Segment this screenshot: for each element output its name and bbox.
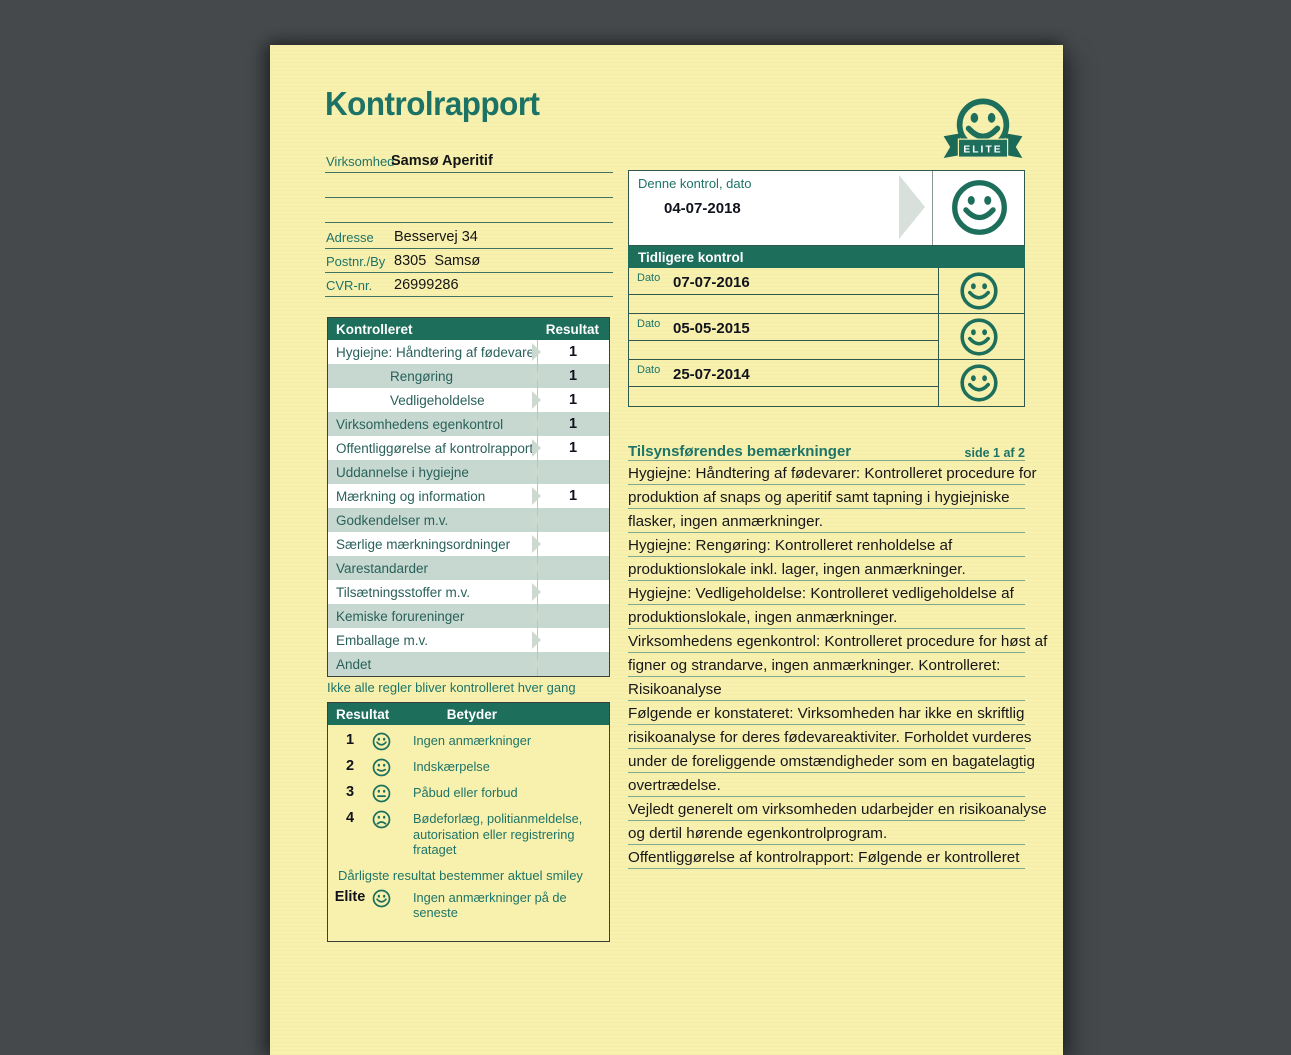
remark-line: flasker, ingen anmærkninger.	[628, 509, 1025, 533]
virksomhed-label: Virksomhed	[326, 154, 395, 169]
row-label: Virksomhedens egenkontrol	[336, 416, 504, 432]
remarks-header	[628, 443, 1025, 461]
chevron-right-icon	[532, 583, 541, 601]
remark-line: risikoanalyse for deres fødevareaktiviter. Forholdet vurderes	[628, 725, 1025, 749]
row-label: Offentliggørelse af kontrolrapport	[336, 440, 534, 456]
row-label: Andet	[336, 656, 372, 672]
legend-value: 3	[345, 784, 355, 800]
previous-control-date: 05-05-2015	[673, 320, 750, 337]
remark-line: Virksomhedens egenkontrol: Kontrolleret procedure for høst af	[628, 629, 1025, 653]
smiley-happy-icon	[959, 271, 999, 311]
chevron-right-icon	[532, 607, 541, 625]
result-column-divider	[537, 508, 609, 532]
row-label: Godkendelser m.v.	[336, 512, 449, 528]
remark-line: Hygiejne: Vedligeholdelse: Kontrolleret vedligeholdelse af	[628, 581, 1025, 605]
smiley-cell-divider	[938, 268, 939, 313]
chevron-right-icon	[532, 535, 541, 553]
legend-text: Påbud eller forbud	[413, 785, 518, 800]
table-row	[328, 388, 609, 412]
remark-line: produktionslokale, ingen anmærkninger.	[628, 605, 1025, 629]
smiley-happy-icon	[372, 889, 391, 908]
chevron-right-icon	[532, 343, 541, 361]
smiley-cell-divider	[938, 314, 939, 359]
field-adresse	[325, 225, 613, 249]
adresse-label: Adresse	[326, 230, 374, 245]
row-label: Emballage m.v.	[336, 632, 429, 648]
table-row	[328, 460, 609, 484]
elite-smiley-badge	[942, 95, 1024, 171]
smiley-slight-icon	[372, 758, 391, 777]
previous-control-date: 25-07-2014	[673, 366, 750, 383]
kontrolrapport-document	[270, 45, 1063, 1055]
remark-line: Følgende er konstateret: Virksomheden har ikke en skriftlig	[628, 701, 1025, 725]
table-row	[328, 436, 609, 460]
col-resultat: Resultat	[545, 321, 599, 337]
page-indicator: side 1 af 2	[964, 446, 1025, 460]
smiley-happy-icon	[959, 317, 999, 357]
dato-label: Dato	[637, 318, 661, 330]
chevron-right-icon	[532, 439, 541, 457]
page-title: Kontrolrapport	[325, 85, 540, 122]
row-rule	[629, 386, 938, 387]
smiley-neutral-icon	[372, 784, 391, 803]
remarks-title: Tilsynsførendes bemærkninger	[628, 443, 852, 460]
legend-value: 2	[345, 758, 355, 774]
smiley-happy-icon	[959, 363, 999, 403]
remark-line: og dertil hørende egenkontrolprogram.	[628, 821, 1025, 845]
legend-note: Dårligste resultat bestemmer aktuel smiley	[338, 867, 583, 883]
table-row	[328, 604, 609, 628]
smiley-sad-icon	[372, 810, 391, 829]
table-row	[328, 556, 609, 580]
row-result: 1	[568, 368, 578, 384]
kontrolleret-table	[327, 317, 610, 677]
row-label: Uddannelse i hygiejne	[336, 464, 469, 480]
row-rule	[629, 294, 938, 295]
cvr-label: CVR-nr.	[326, 278, 373, 293]
previous-control-row	[629, 360, 1024, 406]
current-control-date: 04-07-2018	[664, 200, 741, 217]
field-empty-line	[325, 199, 613, 223]
row-result: 1	[568, 488, 578, 504]
remark-line: produktion af snaps og aperitif samt tapning i hygiejniske	[628, 485, 1025, 509]
row-label: Varestandarder	[336, 560, 429, 576]
previous-controls-list	[628, 268, 1025, 407]
result-column-divider	[537, 460, 609, 484]
chevron-right-icon	[532, 463, 541, 481]
remark-line: overtrædelse.	[628, 773, 1025, 797]
table-row	[328, 484, 609, 508]
elite-badge-icon	[942, 95, 1024, 171]
inspector-remarks	[628, 443, 1048, 869]
field-cvr	[325, 273, 613, 297]
remark-line: Vejledt generelt om virksomheden udarbejder en risikoanalyse	[628, 797, 1025, 821]
elite-badge-label: ELITE	[963, 144, 1003, 156]
dato-label: Dato	[637, 272, 661, 284]
chevron-right-icon	[532, 415, 541, 433]
chevron-right-icon	[532, 487, 541, 505]
row-result: 1	[568, 344, 578, 360]
table-row	[328, 340, 609, 364]
row-rule	[629, 340, 938, 341]
legend-col-betyder: Betyder	[446, 706, 497, 722]
elite-text: Ingen anmærkninger på de seneste	[413, 889, 567, 921]
table-row	[328, 628, 609, 652]
smiley-happy-icon	[372, 732, 391, 751]
table-row	[328, 364, 609, 388]
legend-header	[328, 703, 609, 725]
field-postnr	[325, 249, 613, 273]
remark-line: Hygiejne: Rengøring: Kontrolleret renholdelse af	[628, 533, 1025, 557]
chevron-right-icon	[532, 559, 541, 577]
table-row	[328, 532, 609, 556]
field-virksomhed	[325, 149, 613, 173]
chevron-right-icon	[532, 655, 541, 673]
cvr-value: 26999286	[394, 277, 459, 293]
legend-text: Indskærpelse	[413, 759, 490, 774]
previous-controls-header: Tidligere kontrol	[628, 246, 1025, 268]
smiley-cell-divider	[938, 360, 939, 406]
postnr-value: 8305 Samsø	[394, 253, 481, 269]
row-result: 1	[568, 416, 578, 432]
chevron-right-icon	[532, 631, 541, 649]
legend-value: 4	[345, 810, 355, 826]
remark-line: figner og strandarve, ingen anmærkninger. Kontrolleret:	[628, 653, 1025, 677]
col-kontrolleret: Kontrolleret	[336, 321, 413, 337]
legend-row	[328, 758, 609, 777]
row-label: Hygiejne: Håndtering af fødevarer	[336, 344, 539, 360]
result-column-divider	[537, 556, 609, 580]
postnr-label: Postnr./By	[326, 254, 386, 269]
resultat-legend	[327, 702, 610, 942]
table-row	[328, 652, 609, 676]
current-control-box	[628, 170, 1025, 246]
table-footnote: Ikke alle regler bliver kontrolleret hver gang	[327, 680, 576, 695]
legend-text: Bødeforlæg, politianmeldelse, autorisation eller registrering frataget	[413, 811, 583, 858]
result-column-divider	[537, 580, 609, 604]
current-control-label: Denne kontrol, dato	[638, 176, 752, 191]
smiley-cell-divider	[932, 171, 933, 245]
row-label: Vedligeholdelse	[390, 392, 485, 408]
remark-line: under de foreliggende omstændigheder som en bagatelagtig	[628, 749, 1025, 773]
row-result: 1	[568, 392, 578, 408]
row-label: Rengøring	[390, 368, 454, 384]
legend-value: 1	[345, 732, 355, 748]
dato-label: Dato	[637, 364, 661, 376]
chevron-right-icon	[532, 367, 541, 385]
legend-col-resultat: Resultat	[336, 706, 390, 722]
legend-text: Ingen anmærkninger	[413, 733, 532, 748]
result-column-divider	[537, 604, 609, 628]
elite-label: Elite	[334, 888, 366, 905]
row-label: Kemiske forureninger	[336, 608, 465, 624]
result-column-divider	[537, 532, 609, 556]
row-label: Særlige mærkningsordninger	[336, 536, 511, 552]
legend-row	[328, 810, 609, 858]
remark-line: produktionslokale inkl. lager, ingen anmærkninger.	[628, 557, 1025, 581]
previous-control-date: 07-07-2016	[673, 274, 750, 291]
big-chevron-right-icon	[899, 175, 925, 239]
previous-control-row	[629, 314, 1024, 360]
chevron-right-icon	[532, 511, 541, 529]
remark-line: Hygiejne: Håndtering af fødevarer: Kontrolleret procedure for	[628, 461, 1025, 485]
virksomhed-value: Samsø Aperitif	[391, 153, 493, 169]
legend-row	[328, 784, 609, 803]
previous-control-row	[629, 268, 1024, 314]
row-result: 1	[568, 440, 578, 456]
result-column-divider	[537, 628, 609, 652]
table-row	[328, 580, 609, 604]
table-row	[328, 412, 609, 436]
smiley-happy-icon	[950, 178, 1009, 237]
adresse-value: Besservej 34	[394, 229, 478, 245]
row-label: Mærkning og information	[336, 488, 486, 504]
remark-line: Offentliggørelse af kontrolrapport: Følgende er kontrolleret	[628, 845, 1025, 869]
remark-line: Risikoanalyse	[628, 677, 1025, 701]
field-empty-line	[325, 174, 613, 198]
row-label: Tilsætningsstoffer m.v.	[336, 584, 471, 600]
result-column-divider	[537, 652, 609, 676]
kontrolleret-table-header	[328, 318, 609, 340]
table-row	[328, 508, 609, 532]
legend-elite-row	[328, 889, 609, 921]
chevron-right-icon	[532, 391, 541, 409]
legend-row	[328, 732, 609, 751]
